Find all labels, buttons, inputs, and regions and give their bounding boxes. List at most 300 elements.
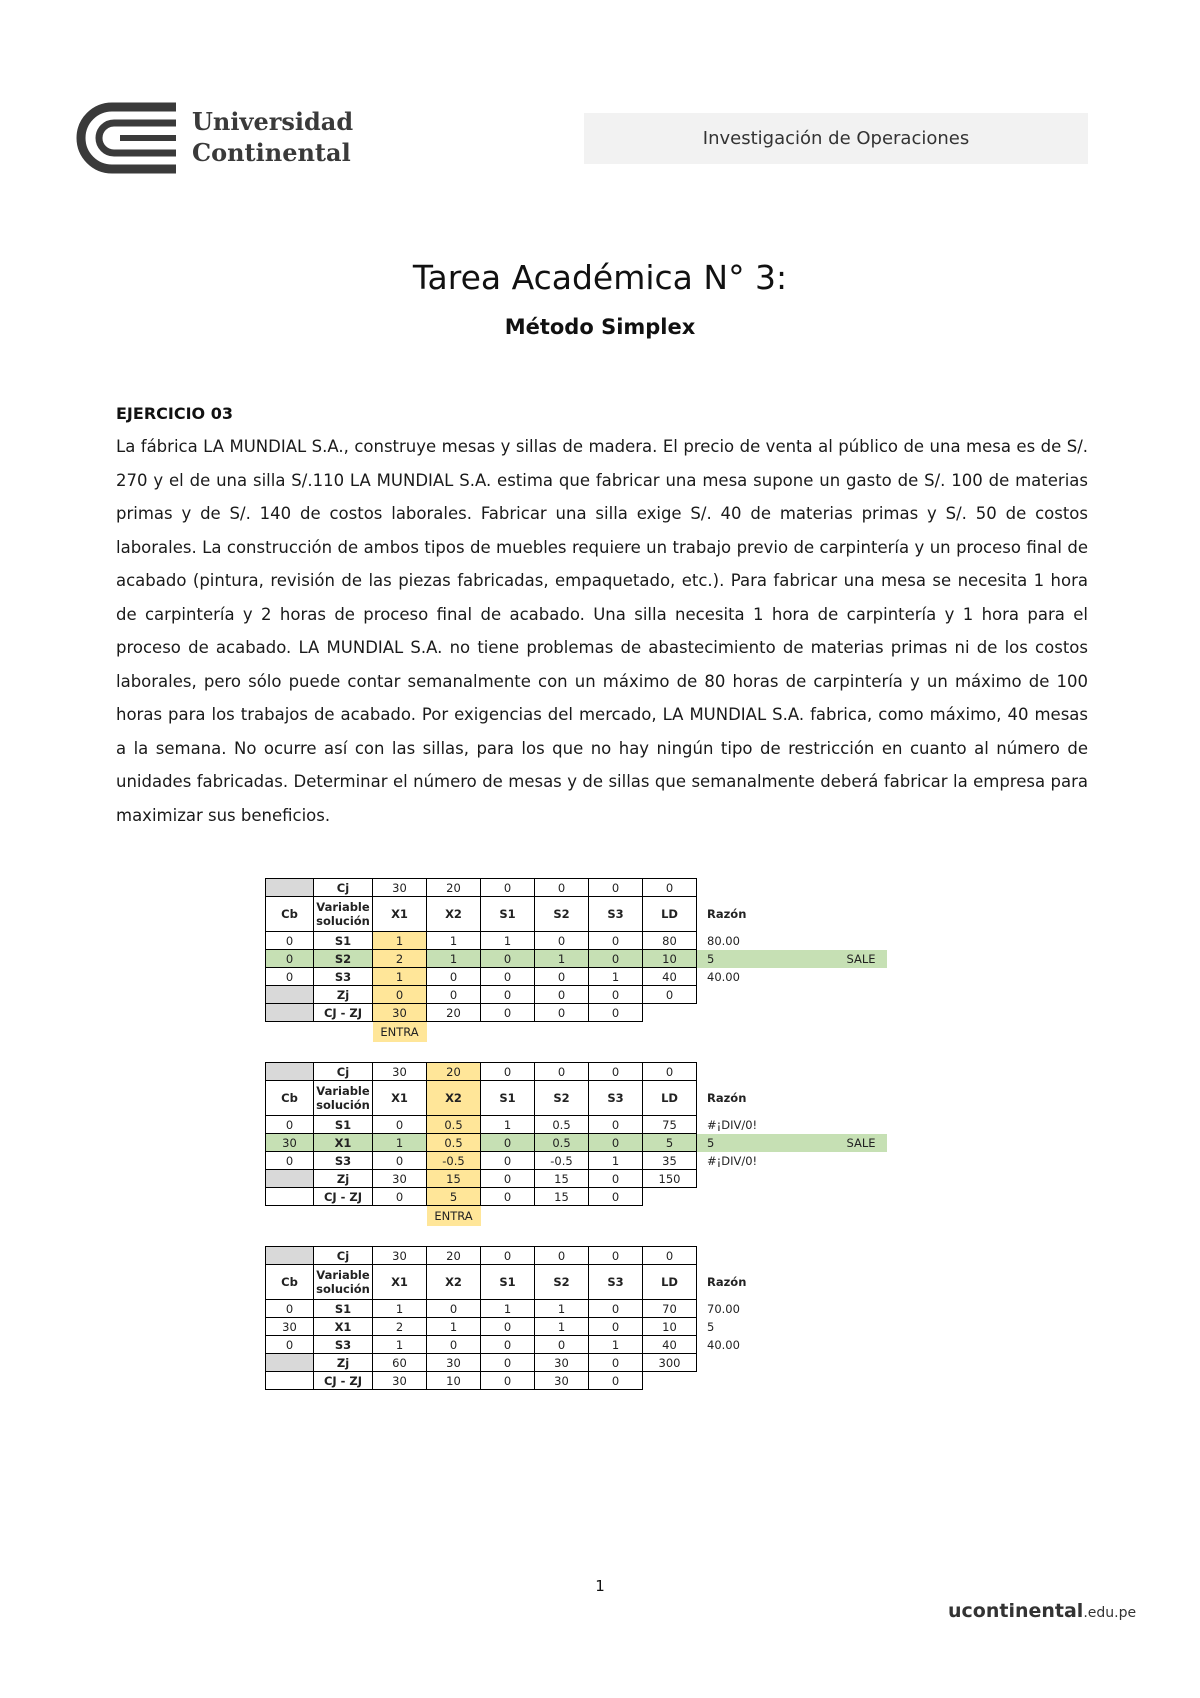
s1-header: S1	[481, 1081, 535, 1116]
cjzj-value: 0	[481, 1372, 535, 1390]
empty-cell	[836, 1063, 887, 1081]
coefficient-cell: 1	[373, 968, 427, 986]
empty-cell	[769, 1300, 836, 1318]
cjzj-row	[266, 1004, 887, 1022]
empty-cell	[769, 1042, 836, 1063]
empty-cell	[769, 1265, 836, 1300]
ld-header: LD	[643, 1265, 697, 1300]
empty-cell	[697, 1354, 769, 1372]
sale-label: SALE	[836, 950, 887, 968]
coefficient-cell: 40	[643, 1336, 697, 1354]
coefficient-cell: 0	[481, 1134, 535, 1152]
empty-cell	[481, 1022, 535, 1043]
cj-value: 0	[535, 1247, 589, 1265]
corner-cell	[266, 1170, 314, 1188]
cjzj-value: 0	[589, 1004, 643, 1022]
empty-cell	[769, 1004, 836, 1022]
empty-cell	[314, 1226, 373, 1247]
basis-row	[266, 1336, 887, 1354]
s1-header: S1	[481, 897, 535, 932]
empty-cell	[769, 1336, 836, 1354]
cjzj-value: 0	[373, 1188, 427, 1206]
empty-cell	[836, 1265, 887, 1300]
zj-value: 15	[427, 1170, 481, 1188]
cb-header: Cb	[266, 897, 314, 932]
zj-value: 0	[373, 986, 427, 1004]
empty-cell	[589, 1206, 643, 1227]
empty-cell	[481, 1042, 535, 1063]
coefficient-cell: 0	[427, 968, 481, 986]
coefficient-cell: 80	[643, 932, 697, 950]
simplex-table	[265, 878, 887, 1390]
coefficient-cell: 1	[481, 1300, 535, 1318]
university-logo	[76, 102, 354, 174]
footer-brand-name: ucontinental	[948, 1600, 1084, 1622]
spacer-row	[266, 1226, 887, 1247]
razon-value: 5	[697, 950, 769, 968]
empty-cell	[427, 1226, 481, 1247]
entra-row	[266, 1022, 887, 1043]
razon-header: Razón	[707, 1091, 747, 1105]
cb-header: Cb	[266, 1265, 314, 1300]
x1-header: X1	[373, 1081, 427, 1116]
empty-cell	[266, 1022, 314, 1043]
zj-value: 0	[589, 1354, 643, 1372]
footer-brand	[948, 1600, 1136, 1622]
coefficient-cell: 0	[481, 1152, 535, 1170]
empty-cell	[589, 1042, 643, 1063]
coefficient-cell: 75	[643, 1116, 697, 1134]
razon-value: 40.00	[707, 969, 740, 984]
cb-value: 0	[266, 950, 314, 968]
cb-value: 0	[266, 932, 314, 950]
razon-header: Razón	[707, 1275, 747, 1289]
empty-cell	[697, 1226, 769, 1247]
basis-variable: S3	[314, 968, 373, 986]
cjzj-value: 0	[589, 1372, 643, 1390]
empty-cell	[769, 1247, 836, 1265]
zj-value: 15	[535, 1170, 589, 1188]
corner-cell	[266, 1354, 314, 1372]
empty-cell	[769, 986, 836, 1004]
basis-variable: S1	[314, 1300, 373, 1318]
empty-cell	[769, 1134, 836, 1152]
cjzj-value: 0	[481, 1188, 535, 1206]
cj-value: 0	[643, 879, 697, 897]
zj-value: 30	[427, 1354, 481, 1372]
cjzj-value: 0	[481, 1004, 535, 1022]
razon-value: 40.00	[707, 1337, 740, 1352]
razon-value: #¡DIV/0!	[707, 1117, 758, 1132]
cj-value: 0	[481, 1247, 535, 1265]
header-row	[266, 1265, 887, 1300]
empty-cell	[769, 1063, 836, 1081]
cjzj-value: 15	[535, 1188, 589, 1206]
sale-label	[836, 1336, 887, 1354]
cj-value: 30	[373, 1063, 427, 1081]
zj-label: Zj	[314, 1170, 373, 1188]
basis-row	[266, 950, 887, 968]
zj-value: 300	[643, 1354, 697, 1372]
empty-cell	[697, 1372, 769, 1390]
coefficient-cell: 10	[643, 950, 697, 968]
empty-cell	[697, 1042, 769, 1063]
corner-cell	[266, 879, 314, 897]
coefficient-cell: 1	[535, 950, 589, 968]
empty-cell	[769, 1170, 836, 1188]
coefficient-cell: 1	[427, 950, 481, 968]
empty-cell	[697, 1188, 769, 1206]
cjzj-value: 30	[535, 1372, 589, 1390]
corner-cell	[266, 1372, 314, 1390]
cj-value: 0	[589, 1063, 643, 1081]
empty-cell	[769, 1226, 836, 1247]
empty-cell	[535, 1022, 589, 1043]
corner-cell	[266, 1004, 314, 1022]
solucion-label: solución	[316, 1098, 370, 1112]
empty-cell	[314, 1022, 373, 1043]
empty-cell	[836, 1372, 887, 1390]
basis-row	[266, 968, 887, 986]
empty-cell	[314, 1042, 373, 1063]
cb-value: 0	[266, 1336, 314, 1354]
basis-row	[266, 932, 887, 950]
cjzj-label: CJ - ZJ	[314, 1372, 373, 1390]
zj-value: 0	[481, 986, 535, 1004]
cb-value: 30	[266, 1134, 314, 1152]
empty-cell	[836, 1247, 887, 1265]
solucion-label: solución	[316, 914, 370, 928]
coefficient-cell: 1	[481, 1116, 535, 1134]
cj-value: 20	[427, 1063, 481, 1081]
simplex-tableaux	[265, 878, 887, 1390]
page-title: Tarea Académica N° 3:	[412, 258, 788, 297]
coefficient-cell: 0	[373, 1152, 427, 1170]
cj-row	[266, 1247, 887, 1265]
coefficient-cell: 1	[589, 968, 643, 986]
empty-cell	[769, 1022, 836, 1043]
coefficient-cell: 0	[589, 1134, 643, 1152]
page-number: 1	[595, 1577, 605, 1595]
coefficient-cell: 1	[427, 1318, 481, 1336]
empty-cell	[836, 1042, 887, 1063]
coefficient-cell: 0	[481, 1318, 535, 1336]
coefficient-cell: 0	[427, 1336, 481, 1354]
empty-cell	[836, 897, 887, 932]
basis-variable: S3	[314, 1336, 373, 1354]
zj-row	[266, 986, 887, 1004]
logo-line-1: Universidad	[192, 107, 354, 136]
empty-cell	[643, 1372, 697, 1390]
cj-value: 0	[643, 1063, 697, 1081]
empty-cell	[697, 1063, 769, 1081]
coefficient-cell: 0.5	[535, 1134, 589, 1152]
cj-label: Cj	[314, 879, 373, 897]
cjzj-value: 0	[589, 1188, 643, 1206]
coefficient-cell: -0.5	[535, 1152, 589, 1170]
zj-label: Zj	[314, 1354, 373, 1372]
sale-label: SALE	[836, 1134, 887, 1152]
coefficient-cell: 0	[535, 968, 589, 986]
cj-row	[266, 879, 887, 897]
s2-header: S2	[535, 1265, 589, 1300]
empty-cell	[769, 1152, 836, 1170]
empty-cell	[836, 1081, 887, 1116]
s3-header: S3	[589, 1081, 643, 1116]
empty-cell	[643, 1206, 697, 1227]
coefficient-cell: 1	[427, 932, 481, 950]
coefficient-cell: 0	[535, 932, 589, 950]
coefficient-cell: 0.5	[535, 1116, 589, 1134]
coefficient-cell: 0	[481, 950, 535, 968]
entra-row	[266, 1206, 887, 1227]
course-name: Investigación de Operaciones	[702, 128, 970, 149]
empty-cell	[535, 1226, 589, 1247]
coefficient-cell: 40	[643, 968, 697, 986]
sale-label	[836, 1318, 887, 1336]
coefficient-cell: 1	[373, 932, 427, 950]
empty-cell	[836, 1170, 887, 1188]
zj-label: Zj	[314, 986, 373, 1004]
coefficient-cell: 35	[643, 1152, 697, 1170]
zj-value: 0	[481, 1170, 535, 1188]
corner-cell	[266, 1063, 314, 1081]
empty-cell	[836, 1226, 887, 1247]
empty-cell	[643, 1042, 697, 1063]
coefficient-cell: 1	[589, 1152, 643, 1170]
empty-cell	[769, 897, 836, 932]
coefficient-cell: 0.5	[427, 1134, 481, 1152]
empty-cell	[697, 1004, 769, 1022]
cb-value: 0	[266, 1300, 314, 1318]
zj-value: 60	[373, 1354, 427, 1372]
empty-cell	[836, 1022, 887, 1043]
cjzj-value: 20	[427, 1004, 481, 1022]
empty-cell	[836, 986, 887, 1004]
exercise-heading: EJERCICIO 03	[116, 404, 233, 423]
spacer-row	[266, 1042, 887, 1063]
coefficient-cell: 0	[589, 1318, 643, 1336]
variable-label: Variable	[316, 1084, 370, 1098]
cb-value: 0	[266, 968, 314, 986]
coefficient-cell: 1	[373, 1300, 427, 1318]
coefficient-cell: 2	[373, 950, 427, 968]
coefficient-cell: 0	[481, 968, 535, 986]
empty-cell	[373, 1206, 427, 1227]
cj-value: 0	[589, 879, 643, 897]
coefficient-cell: 0	[373, 1116, 427, 1134]
basis-row	[266, 1116, 887, 1134]
razon-value: 70.00	[707, 1301, 740, 1316]
sale-label	[836, 1116, 887, 1134]
ld-header: LD	[643, 1081, 697, 1116]
empty-cell	[481, 1206, 535, 1227]
coefficient-cell: 0	[589, 950, 643, 968]
empty-cell	[266, 1206, 314, 1227]
header-row	[266, 897, 887, 932]
x2-header: X2	[427, 1265, 481, 1300]
empty-cell	[427, 1042, 481, 1063]
x2-header: X2	[427, 1081, 481, 1116]
basis-row	[266, 1134, 887, 1152]
zj-value: 150	[643, 1170, 697, 1188]
empty-cell	[373, 1226, 427, 1247]
cj-value: 0	[643, 1247, 697, 1265]
x2-header: X2	[427, 897, 481, 932]
cjzj-value: 5	[427, 1188, 481, 1206]
coefficient-cell: 1	[373, 1336, 427, 1354]
empty-cell	[697, 1247, 769, 1265]
sale-label	[836, 932, 887, 950]
empty-cell	[769, 1206, 836, 1227]
empty-cell	[266, 1226, 314, 1247]
corner-cell	[266, 1247, 314, 1265]
zj-value: 0	[481, 1354, 535, 1372]
empty-cell	[643, 1226, 697, 1247]
cj-label: Cj	[314, 1063, 373, 1081]
s1-header: S1	[481, 1265, 535, 1300]
variable-header	[314, 1081, 373, 1116]
university-logo-icon	[76, 102, 178, 174]
cjzj-row	[266, 1188, 887, 1206]
cb-value: 30	[266, 1318, 314, 1336]
coefficient-cell: 70	[643, 1300, 697, 1318]
cjzj-label: CJ - ZJ	[314, 1188, 373, 1206]
empty-cell	[836, 1188, 887, 1206]
cj-value: 30	[373, 1247, 427, 1265]
razon-value: 5	[697, 1134, 769, 1152]
coefficient-cell: 0	[535, 1336, 589, 1354]
basis-row	[266, 1300, 887, 1318]
coefficient-cell: 0	[589, 1300, 643, 1318]
entra-label: ENTRA	[373, 1022, 427, 1043]
x1-header: X1	[373, 897, 427, 932]
coefficient-cell: 1	[535, 1300, 589, 1318]
coefficient-cell: 1	[481, 932, 535, 950]
empty-cell	[589, 1022, 643, 1043]
empty-cell	[836, 1206, 887, 1227]
sale-label	[836, 1152, 887, 1170]
variable-header	[314, 1265, 373, 1300]
empty-cell	[697, 879, 769, 897]
cb-value: 0	[266, 1116, 314, 1134]
logo-line-2: Continental	[192, 138, 351, 167]
page-subtitle: Método Simplex	[504, 315, 696, 339]
zj-value: 30	[373, 1170, 427, 1188]
basis-variable: X1	[314, 1318, 373, 1336]
empty-cell	[589, 1226, 643, 1247]
basis-variable: S3	[314, 1152, 373, 1170]
zj-value: 0	[427, 986, 481, 1004]
coefficient-cell: 10	[643, 1318, 697, 1336]
header-row	[266, 1081, 887, 1116]
cjzj-value: 30	[373, 1004, 427, 1022]
cj-value: 0	[535, 1063, 589, 1081]
empty-cell	[769, 1081, 836, 1116]
empty-cell	[769, 1116, 836, 1134]
s3-header: S3	[589, 1265, 643, 1300]
empty-cell	[836, 879, 887, 897]
empty-cell	[836, 1354, 887, 1372]
ld-header: LD	[643, 897, 697, 932]
variable-label: Variable	[316, 900, 370, 914]
empty-cell	[266, 1042, 314, 1063]
basis-variable: S1	[314, 1116, 373, 1134]
basis-row	[266, 1152, 887, 1170]
corner-cell	[266, 1188, 314, 1206]
cjzj-label: CJ - ZJ	[314, 1004, 373, 1022]
cj-label: Cj	[314, 1247, 373, 1265]
basis-variable: X1	[314, 1134, 373, 1152]
exercise-statement: La fábrica LA MUNDIAL S.A., construye mesas y sillas de madera. El precio de venta al público de una mesa es de S/. 270 y el de una silla S/.110 LA MUNDIAL S.A. estima que fabricar una mesa supone un gasto de S/. 100 de materias primas y de S/. 140 de costos laborales. Fabricar una silla exige S/. 40 de materias primas y S/. 50 de costos laborales. La construcción de ambos tipos de muebles requiere un trabajo previo de carpintería y un proceso final de acabado (pintura, revisión de las piezas fabricadas, empaquetado, etc.). Para fabricar una mesa se necesita 1 hora de carpintería y 2 horas de proceso final de acabado. Una silla necesita 1 hora de carpintería y 1 hora para el proceso de acabado. LA MUNDIAL S.A. no tiene problemas de abastecimiento de materias primas ni de los costos laborales, pero sólo puede contar semanalmente con un máximo de 80 horas de carpintería y un máximo de 100 horas para los trabajos de acabado. Por exigencias del mercado, LA MUNDIAL S.A. fabrica, como máximo, 40 mesas a la semana. No ocurre así con las sillas, para los que no hay ningún tipo de restricción en cuanto al número de unidades fabricadas. Determinar el número de mesas y de sillas que semanalmente deberá fabricar la empresa para maximizar sus beneficios.	[116, 437, 1088, 825]
footer-brand-domain: .edu.pe	[1083, 1605, 1137, 1621]
empty-cell	[769, 879, 836, 897]
empty-cell	[769, 1188, 836, 1206]
empty-cell	[314, 1206, 373, 1227]
basis-variable: S2	[314, 950, 373, 968]
empty-cell	[769, 1372, 836, 1390]
cb-header: Cb	[266, 1081, 314, 1116]
s2-header: S2	[535, 897, 589, 932]
empty-cell	[769, 950, 836, 968]
corner-cell	[266, 986, 314, 1004]
basis-variable: S1	[314, 932, 373, 950]
zj-value: 0	[643, 986, 697, 1004]
cj-value: 0	[589, 1247, 643, 1265]
cj-value: 0	[481, 1063, 535, 1081]
basis-row	[266, 1318, 887, 1336]
variable-header	[314, 897, 373, 932]
cj-value: 20	[427, 879, 481, 897]
coefficient-cell: 0	[427, 1300, 481, 1318]
cj-value: 0	[535, 879, 589, 897]
zj-value: 0	[535, 986, 589, 1004]
empty-cell	[535, 1206, 589, 1227]
empty-cell	[697, 1022, 769, 1043]
cb-value: 0	[266, 1152, 314, 1170]
coefficient-cell: -0.5	[427, 1152, 481, 1170]
empty-cell	[769, 1318, 836, 1336]
coefficient-cell: 1	[373, 1134, 427, 1152]
empty-cell	[769, 932, 836, 950]
empty-cell	[373, 1042, 427, 1063]
course-label	[584, 113, 1088, 164]
empty-cell	[643, 1188, 697, 1206]
empty-cell	[836, 1004, 887, 1022]
coefficient-cell: 1	[589, 1336, 643, 1354]
variable-label: Variable	[316, 1268, 370, 1282]
empty-cell	[769, 968, 836, 986]
empty-cell	[697, 1206, 769, 1227]
empty-cell	[643, 1004, 697, 1022]
empty-cell	[535, 1042, 589, 1063]
zj-row	[266, 1354, 887, 1372]
s2-header: S2	[535, 1081, 589, 1116]
zj-value: 0	[589, 1170, 643, 1188]
coefficient-cell: 1	[535, 1318, 589, 1336]
empty-cell	[697, 986, 769, 1004]
solucion-label: solución	[316, 1282, 370, 1296]
empty-cell	[769, 1354, 836, 1372]
coefficient-cell: 2	[373, 1318, 427, 1336]
coefficient-cell: 0	[589, 932, 643, 950]
empty-cell	[427, 1022, 481, 1043]
empty-cell	[481, 1226, 535, 1247]
entra-label: ENTRA	[427, 1206, 481, 1227]
cj-row	[266, 1063, 887, 1081]
zj-row	[266, 1170, 887, 1188]
sale-label	[836, 1300, 887, 1318]
